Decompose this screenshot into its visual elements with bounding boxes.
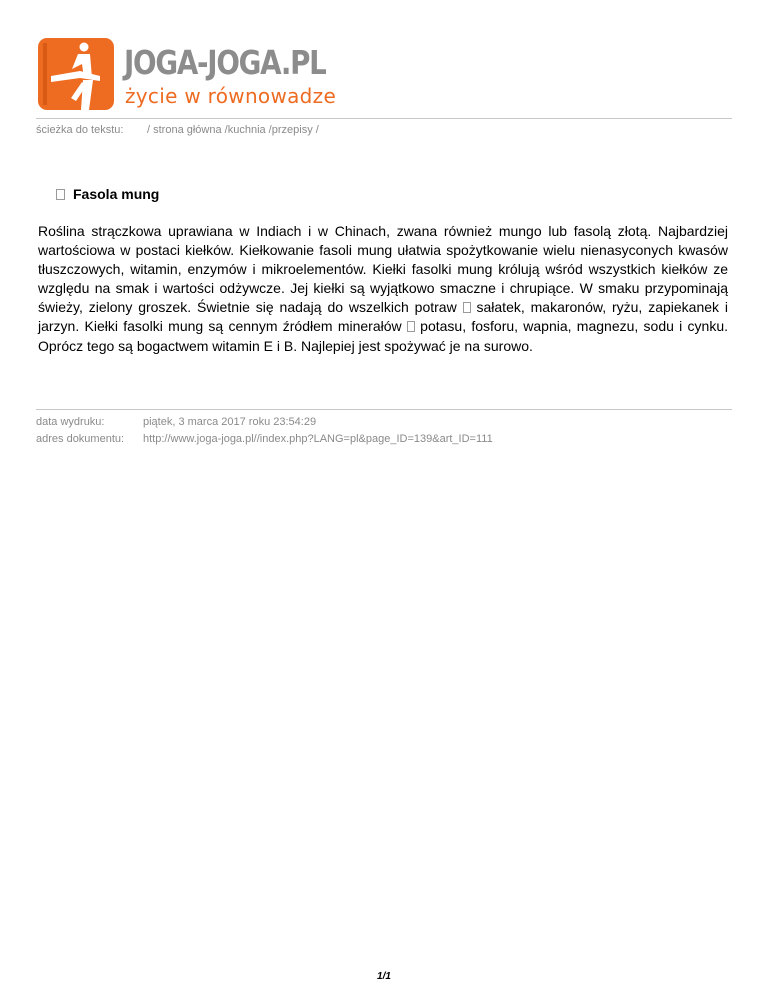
document-address-label: adres dokumentu:: [36, 433, 125, 445]
breadcrumb-label: ścieżka do tekstu:: [36, 124, 124, 136]
yoga-figure-icon: [38, 38, 114, 110]
missing-glyph-icon: [56, 189, 65, 200]
article-text-part-2: sałatek, makaronów, ryżu, zapiekanek i jarzyn. Kiełki fasolki mung są cennym źródłem minerałów: [38, 299, 729, 335]
logo-title: JOGA-JOGA.PL: [124, 43, 326, 82]
missing-glyph-icon: [463, 302, 471, 313]
document-address-link[interactable]: http://www.joga-joga.pl//index.php?LANG=pl&page_ID=139&art_ID=111: [143, 433, 493, 445]
breadcrumb-path[interactable]: / strona główna /kuchnia /przepisy /: [147, 124, 319, 136]
article-paragraph: [38, 222, 728, 356]
footer-divider: [36, 409, 732, 410]
header-divider: [36, 118, 732, 119]
article-title-text: Fasola mung: [73, 186, 160, 202]
print-date-value: piątek, 3 marca 2017 roku 23:54:29: [143, 416, 317, 428]
missing-glyph-icon: [407, 321, 415, 332]
article-title: [56, 186, 159, 202]
site-logo: [38, 38, 358, 110]
page-number: 1/1: [377, 971, 391, 982]
print-date-label: data wydruku:: [36, 416, 105, 428]
article-text-part-3: potasu, fosforu, wapnia, magnezu, sodu i cynku. Oprócz tego są bogactwem witamin E i B. Najlepiej jest spożywać je na surowo.: [38, 318, 729, 354]
article-body: [38, 222, 728, 356]
logo-tagline: życie w równowadze: [125, 84, 337, 108]
article-text-part-1: Roślina strączkowa uprawiana w Indiach i w Chinach, zwana również mungo lub fasolą złotą. Najbardziej wartościowa w postaci kiełków. Kiełkowanie fasoli mung ułatwia spożytkowanie wielu nienasyconych kwasów tłuszczowych, witamin, enzymów i mikroelementów. Kiełki fasolki mung królują wśród wszystkich kiełków ze względu na smak i wartości odżywcze. Jej kiełki są wyjątkowo smaczne i chrupiące. W smaku przypominają świeży, zielony groszek. Świetnie się nadają do wszelkich potraw: [38, 223, 728, 316]
